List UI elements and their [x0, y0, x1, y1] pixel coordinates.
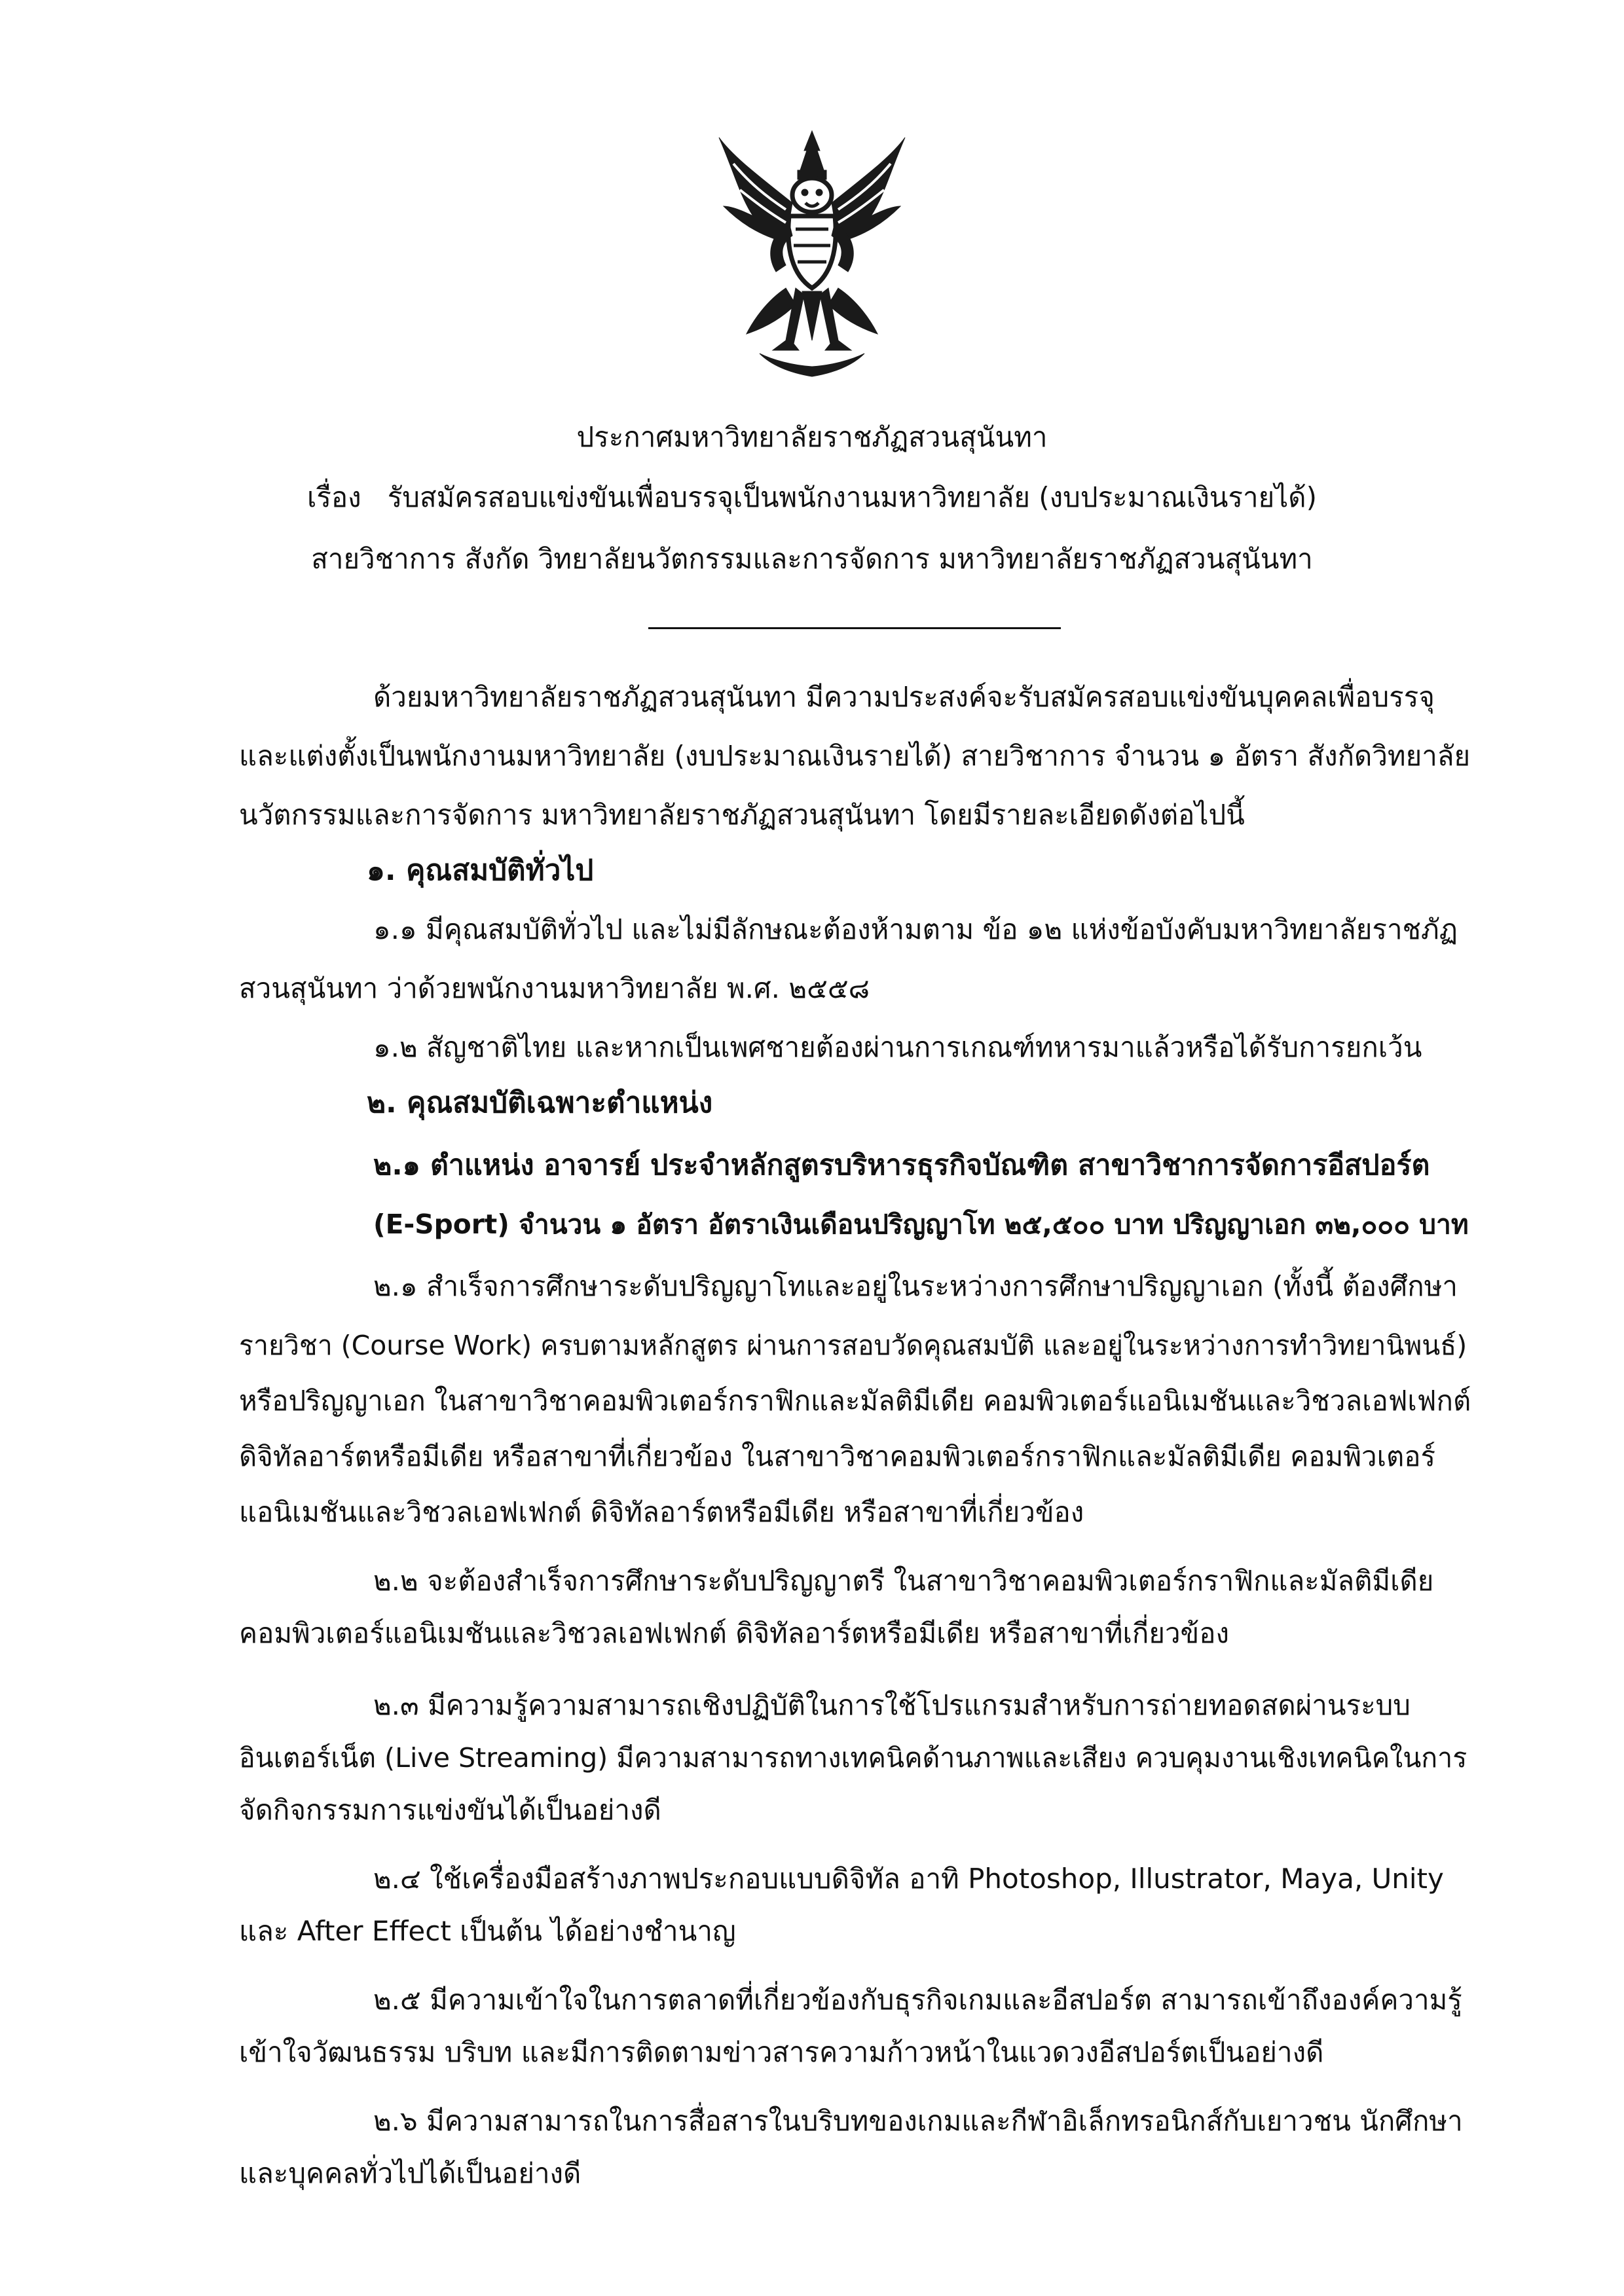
announcement-affiliation: สายวิชาการ สังกัด วิทยาลัยนวัตกรรมและการจัดการ มหาวิทยาลัยราชภัฏสวนสุนันทา	[311, 543, 1313, 575]
section-1-item-1-line-1: ๑.๑ มีคุณสมบัติทั่วไป และไม่มีลักษณะต้องห้ามตาม ข้อ ๑๒ แห่งข้อบังคับมหาวิทยาลัยราชภัฏ	[373, 913, 1458, 945]
position-title-line-1: ๒.๑ ตำแหน่ง อาจารย์ ประจำหลักสูตรบริหารธุรกิจบัณฑิต สาขาวิชาการจัดการอีสปอร์ต	[373, 1149, 1430, 1182]
qualification-5-line-1: ๒.๕ มีความเข้าใจในการตลาดที่เกี่ยวข้องกับธุรกิจเกมและอีสปอร์ต สามารถเข้าถึงองค์ความรู้	[373, 1984, 1462, 2016]
qualification-4-line-1: ๒.๔ ใช้เครื่องมือสร้างภาพประกอบแบบดิจิทัล อาทิ Photoshop, Illustrator, Maya, Unity	[373, 1863, 1444, 1895]
header-divider	[648, 627, 1061, 629]
position-title-line-2: (E-Sport) จำนวน ๑ อัตรา อัตราเงินเดือนปริญญาโท ๒๕,๕๐๐ บาท ปริญญาเอก ๓๒,๐๐๐ บาท	[373, 1209, 1469, 1240]
intro-line-3: นวัตกรรมและการจัดการ มหาวิทยาลัยราชภัฏสวนสุนันทา โดยมีรายละเอียดดังต่อไปนี้	[239, 799, 1245, 831]
qualification-5-line-2: เข้าใจวัฒนธรรม บริบท และมีการติดตามข่าวสารความก้าวหน้าในแวดวงอีสปอร์ตเป็นอย่างดี	[239, 2036, 1324, 2068]
garuda-emblem	[714, 124, 910, 386]
qualification-1-line-1: ๒.๑ สำเร็จการศึกษาระดับปริญญาโทและอยู่ในระหว่างการศึกษาปริญญาเอก (ทั้งนี้ ต้องศึกษา	[373, 1270, 1458, 1302]
qualification-6-line-1: ๒.๖ มีความสามารถในการสื่อสารในบริบทของเกมและกีฬาอิเล็กทรอนิกส์กับเยาวชน นักศึกษา	[373, 2105, 1463, 2137]
qualification-3-line-2: อินเตอร์เน็ต (Live Streaming) มีความสามารถทางเทคนิคด้านภาพและเสียง ควบคุมงานเชิงเทคนิคในการ	[239, 1742, 1467, 1774]
announcement-subject	[0, 473, 1624, 522]
qualification-1-line-4: ดิจิทัลอาร์ตหรือมีเดีย หรือสาขาที่เกี่ยวข้อง ในสาขาวิชาคอมพิวเตอร์กราฟิกและมัลติมีเดีย คอมพิวเตอร์	[239, 1440, 1435, 1472]
section-1-heading: ๑. คุณสมบัติทั่วไป	[367, 854, 594, 887]
intro-line-2: และแต่งตั้งเป็นพนักงานมหาวิทยาลัย (งบประมาณเงินรายได้) สายวิชาการ จำนวน ๑ อัตรา สังกัดวิทยาลัย	[239, 740, 1471, 772]
section-1-item-1-line-2: สวนสุนันทา ว่าด้วยพนักงานมหาวิทยาลัย พ.ศ. ๒๕๕๘	[239, 972, 870, 1004]
qualification-3-line-1: ๒.๓ มีความรู้ความสามารถเชิงปฏิบัติในการใช้โปรแกรมสำหรับการถ่ายทอดสดผ่านระบบ	[373, 1689, 1411, 1721]
subject-text: รับสมัครสอบแข่งขันเพื่อบรรจุเป็นพนักงานมหาวิทยาลัย (งบประมาณเงินรายได้)	[387, 481, 1317, 513]
qualification-1-line-3: หรือปริญญาเอก ในสาขาวิชาคอมพิวเตอร์กราฟิกและมัลติมีเดีย คอมพิวเตอร์แอนิเมชันและวิชวลเอฟเฟกต์	[239, 1385, 1471, 1417]
qualification-1-line-5: แอนิเมชันและวิชวลเอฟเฟกต์ ดิจิทัลอาร์ตหรือมีเดีย หรือสาขาที่เกี่ยวข้อง	[239, 1496, 1084, 1528]
intro-line-1: ด้วยมหาวิทยาลัยราชภัฏสวนสุนันทา มีความประสงค์จะรับสมัครสอบแข่งขันบุคคลเพื่อบรรจุ	[373, 681, 1435, 713]
qualification-2-line-1: ๒.๒ จะต้องสำเร็จการศึกษาระดับปริญญาตรี ในสาขาวิชาคอมพิวเตอร์กราฟิกและมัลติมีเดีย	[373, 1565, 1434, 1597]
qualification-3-line-3: จัดกิจกรรมการแข่งขันได้เป็นอย่างดี	[239, 1794, 661, 1826]
qualification-1-line-2: รายวิชา (Course Work) ครบตามหลักสูตร ผ่านการสอบวัดคุณสมบัติ และอยู่ในระหว่างการทำวิทยานิพนธ์)	[239, 1330, 1467, 1361]
section-2-heading: ๒. คุณสมบัติเฉพาะตำแหน่ง	[367, 1086, 713, 1120]
qualification-2-line-2: คอมพิวเตอร์แอนิเมชันและวิชวลเอฟเฟกต์ ดิจิทัลอาร์ตหรือมีเดีย หรือสาขาที่เกี่ยวข้อง	[239, 1617, 1229, 1649]
qualification-6-line-2: และบุคคลทั่วไปได้เป็นอย่างดี	[239, 2157, 581, 2189]
announcement-title: ประกาศมหาวิทยาลัยราชภัฏสวนสุนันทา	[576, 421, 1048, 453]
section-1-item-2: ๑.๒ สัญชาติไทย และหากเป็นเพศชายต้องผ่านการเกณฑ์ทหารมาแล้วหรือได้รับการยกเว้น	[373, 1031, 1422, 1063]
qualification-4-line-2: และ After Effect เป็นต้น ได้อย่างชำนาญ	[239, 1915, 736, 1947]
subject-prefix: เรื่อง	[307, 481, 361, 513]
